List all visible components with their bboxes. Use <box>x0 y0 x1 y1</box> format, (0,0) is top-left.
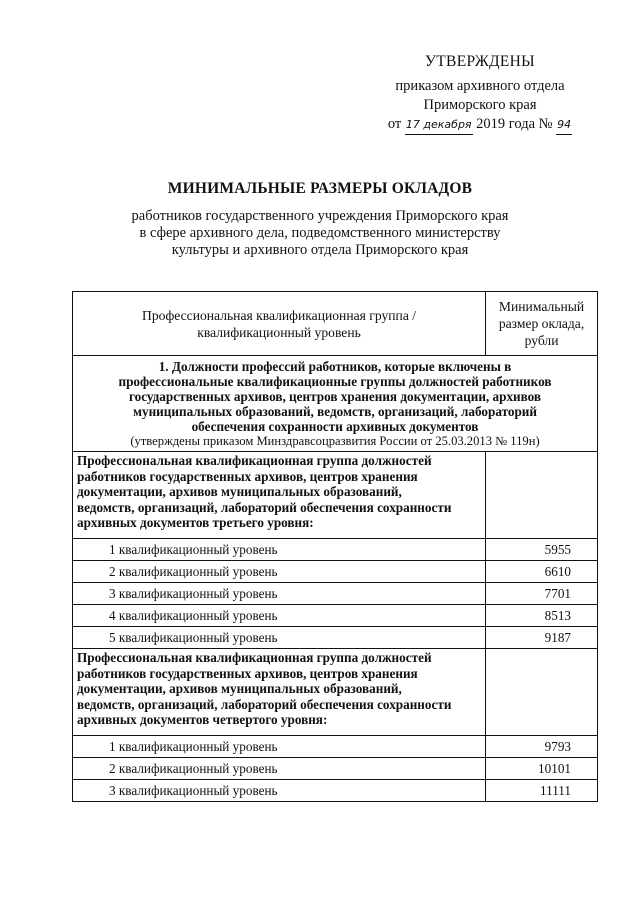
header-col1-line1: Профессиональная квалификационная группа / <box>142 307 417 323</box>
table-row <box>73 780 598 802</box>
subtitle-line-2: в сфере архивного дела, подведомственного министерству <box>139 225 501 241</box>
table-row <box>73 736 598 758</box>
group-salary-cell-empty <box>486 649 598 736</box>
level-name: 4 квалификационный уровень <box>73 605 486 627</box>
table-row <box>73 561 598 583</box>
approval-year: 2019 года № <box>476 116 553 132</box>
approval-stamp <box>360 52 600 135</box>
group-title-line: работников государственных архивов, центров хранения <box>77 665 418 681</box>
approval-heading: УТВЕРЖДЕНЫ <box>425 53 535 70</box>
salary-table <box>72 291 598 802</box>
salary-value: 8513 <box>486 605 598 627</box>
group-title-row <box>73 649 598 736</box>
level-name: 3 квалификационный уровень <box>73 780 486 802</box>
table-row <box>73 583 598 605</box>
document-header <box>80 180 560 259</box>
header-col2-line3: рубли <box>524 333 559 348</box>
document-subtitle <box>80 208 560 259</box>
approval-line-2: Приморского края <box>423 97 537 113</box>
level-name: 3 квалификационный уровень <box>73 583 486 605</box>
group-title-line: ведомств, организаций, лабораторий обеспечения сохранности <box>77 499 452 515</box>
group-title-line: работников государственных архивов, центров хранения <box>77 468 418 484</box>
subtitle-line-3: культуры и архивного отдела Приморского края <box>171 242 469 258</box>
level-name: 1 квалификационный уровень <box>73 539 486 561</box>
group-title-line: Профессиональная квалификационная группа должностей <box>77 650 432 665</box>
level-name: 2 квалификационный уровень <box>73 758 486 780</box>
table-row <box>73 627 598 649</box>
salary-value: 6610 <box>486 561 598 583</box>
header-cell-group <box>73 292 486 356</box>
section-title-line: 1. Должности профессий работников, которые включены в <box>158 359 512 374</box>
header-col2-line2: размер оклада, <box>498 316 585 331</box>
group-title-line: документации, архивов муниципальных образований, <box>77 681 402 696</box>
level-name: 2 квалификационный уровень <box>73 561 486 583</box>
section-note: (утверждены приказом Минздравсоцразвития России от 25.03.2013 № 119н) <box>130 434 540 448</box>
group-title-line: документации, архивов муниципальных образований, <box>77 484 402 499</box>
group-title-row <box>73 452 598 539</box>
section-row <box>73 356 598 452</box>
approval-line-1: приказом архивного отдела <box>395 78 565 94</box>
salary-value: 10101 <box>486 758 598 780</box>
group-title-line: Профессиональная квалификационная группа должностей <box>77 453 432 468</box>
salary-value: 9793 <box>486 736 598 758</box>
group-title-line: архивных документов третьего уровня: <box>77 515 314 530</box>
handwritten-date: 17 декабря <box>405 115 473 135</box>
group-title-cell <box>73 452 486 539</box>
level-name: 1 квалификационный уровень <box>73 736 486 758</box>
section-title-line: профессиональные квалификационные группы должностей работников <box>118 374 552 389</box>
approval-order-line <box>360 115 600 135</box>
group-title-line: ведомств, организаций, лабораторий обеспечения сохранности <box>77 696 452 712</box>
approval-prefix: от <box>387 116 402 132</box>
table-row <box>73 758 598 780</box>
group-salary-cell-empty <box>486 452 598 539</box>
table-row <box>73 605 598 627</box>
table-row <box>73 539 598 561</box>
level-name: 5 квалификационный уровень <box>73 627 486 649</box>
document-title: МИНИМАЛЬНЫЕ РАЗМЕРЫ ОКЛАДОВ <box>167 180 473 197</box>
salary-value: 5955 <box>486 539 598 561</box>
salary-value: 7701 <box>486 583 598 605</box>
table-header-row <box>73 292 598 356</box>
salary-value: 11111 <box>486 780 598 802</box>
handwritten-number: 94 <box>556 115 572 135</box>
section-title-line: муниципальных образований, ведомств, организаций, лабораторий <box>133 404 537 419</box>
section-title-line: государственных архивов, центров хранения документации, архивов <box>128 389 542 404</box>
section-title-line: обеспечения сохранности архивных документов <box>191 419 479 434</box>
section-title <box>83 359 587 434</box>
subtitle-line-1: работников государственного учреждения Приморского края <box>131 208 509 224</box>
header-col2-line1: Минимальный <box>498 299 585 314</box>
header-col1-line2: квалификационный уровень <box>197 324 361 340</box>
salary-value: 9187 <box>486 627 598 649</box>
group-title-line: архивных документов четвертого уровня: <box>77 712 328 727</box>
group-title-cell <box>73 649 486 736</box>
section-cell <box>73 356 598 452</box>
header-cell-salary <box>486 292 598 356</box>
